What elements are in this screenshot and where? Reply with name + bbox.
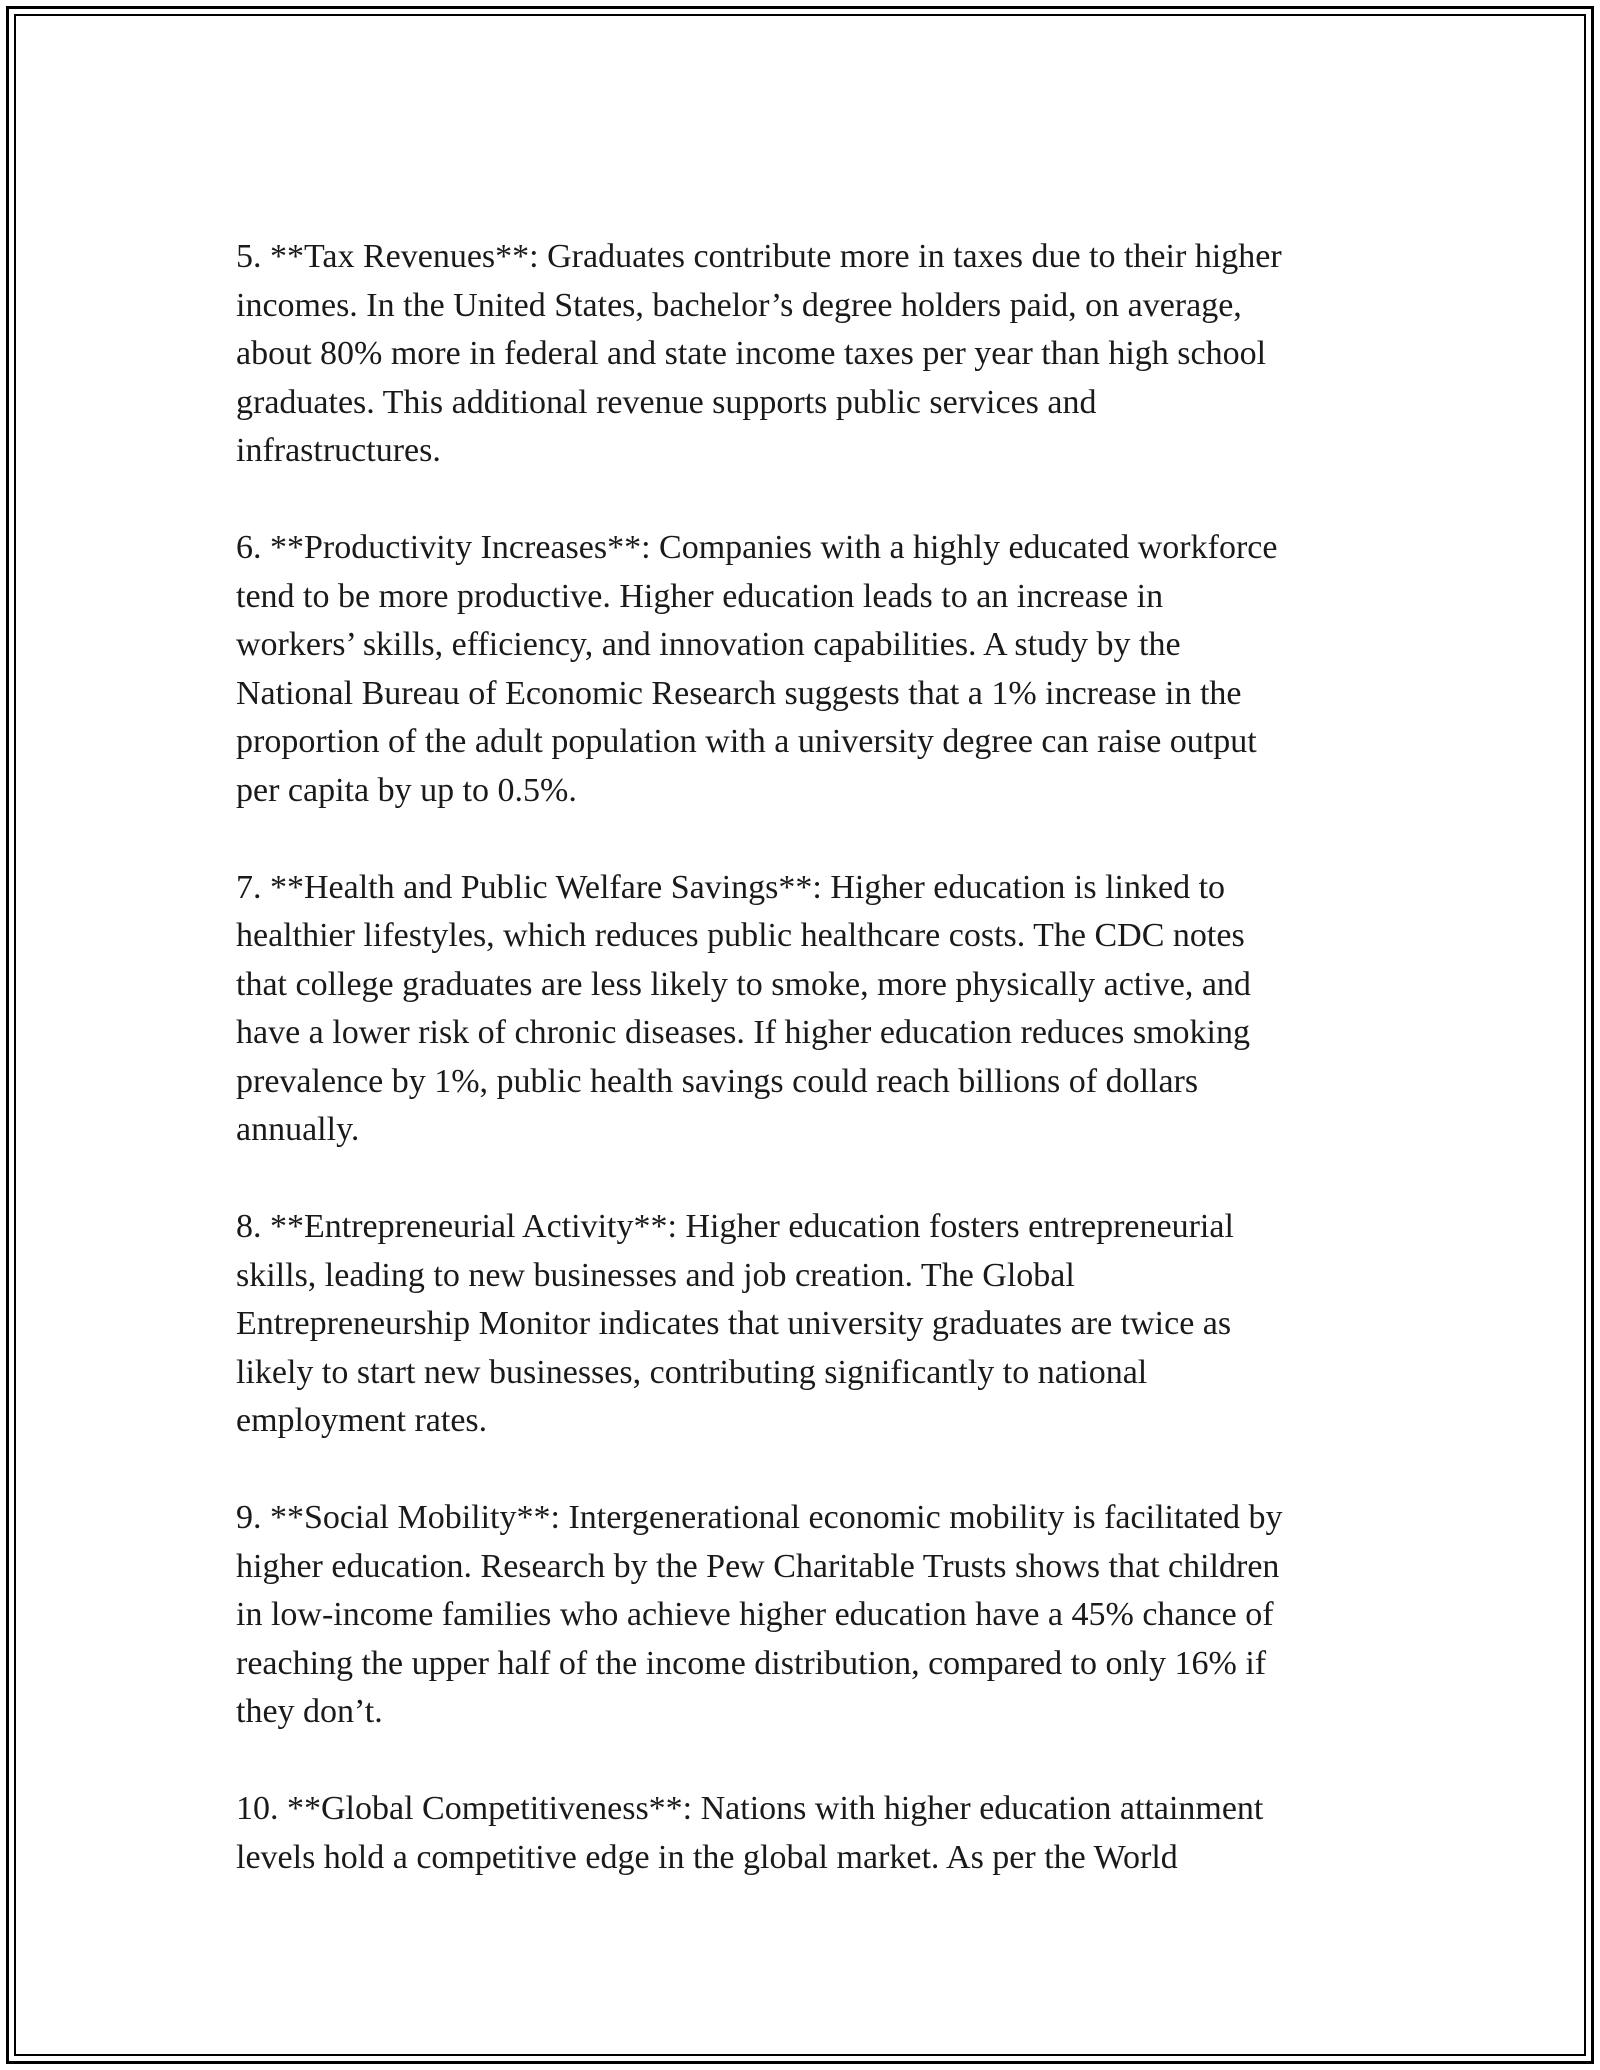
- line: tend to be more productive. Higher education leads to an increase in: [236, 577, 1164, 615]
- paragraph-health-public-welfare: [236, 864, 1386, 1155]
- paragraph-entrepreneurial-activity: [236, 1203, 1386, 1446]
- line: incomes. In the United States, bachelor’s degree holders paid, on average,: [236, 286, 1242, 324]
- line: employment rates.: [236, 1402, 488, 1439]
- line: graduates. This additional revenue supports public services and: [236, 383, 1097, 421]
- paragraph-tax-revenues: [236, 233, 1386, 476]
- line: 10. **Global Competitiveness**: Nations with higher education attainment: [236, 1790, 1264, 1827]
- line: annually.: [236, 1111, 360, 1148]
- paragraph-productivity-increases: [236, 524, 1386, 815]
- paragraph-global-competitiveness: [236, 1785, 1386, 1882]
- paragraph-social-mobility: [236, 1494, 1386, 1737]
- line: infrastructures.: [236, 432, 441, 469]
- line: higher education. Research by the Pew Charitable Trusts shows that children: [236, 1547, 1280, 1585]
- line: per capita by up to 0.5%.: [236, 771, 577, 809]
- line: 8. **Entrepreneurial Activity**: Higher education fosters entrepreneurial: [236, 1208, 1234, 1245]
- line: that college graduates are less likely to smoke, more physically active, and: [236, 965, 1251, 1003]
- document-body: [236, 233, 1386, 1931]
- line: reaching the upper half of the income distribution, compared to only 16% if: [236, 1644, 1267, 1682]
- line: proportion of the adult population with a university degree can raise output: [236, 723, 1257, 760]
- line: in low-income families who achieve higher education have a 45% chance of: [236, 1596, 1274, 1633]
- line: levels hold a competitive edge in the global market. As per the World: [236, 1838, 1178, 1876]
- line: 6. **Productivity Increases**: Companies with a highly educated workforce: [236, 529, 1278, 566]
- line: skills, leading to new businesses and job creation. The Global: [236, 1256, 1075, 1294]
- line: National Bureau of Economic Research suggests that a 1% increase in the: [236, 674, 1242, 712]
- line: 5. **Tax Revenues**: Graduates contribute more in taxes due to their higher: [236, 238, 1282, 275]
- line: have a lower risk of chronic diseases. If higher education reduces smoking: [236, 1014, 1250, 1051]
- line: healthier lifestyles, which reduces public healthcare costs. The CDC notes: [236, 917, 1245, 954]
- line: 9. **Social Mobility**: Intergenerational economic mobility is facilitated by: [236, 1499, 1283, 1536]
- line: 7. **Health and Public Welfare Savings**: Higher education is linked to: [236, 868, 1226, 906]
- line: about 80% more in federal and state income taxes per year than high school: [236, 335, 1267, 372]
- line: Entrepreneurship Monitor indicates that university graduates are twice as: [236, 1305, 1232, 1342]
- line: workers’ skills, efficiency, and innovation capabilities. A study by the: [236, 626, 1181, 663]
- line: prevalence by 1%, public health savings could reach billions of dollars: [236, 1062, 1199, 1100]
- line: likely to start new businesses, contributing significantly to national: [236, 1353, 1148, 1391]
- line: they don’t.: [236, 1693, 383, 1730]
